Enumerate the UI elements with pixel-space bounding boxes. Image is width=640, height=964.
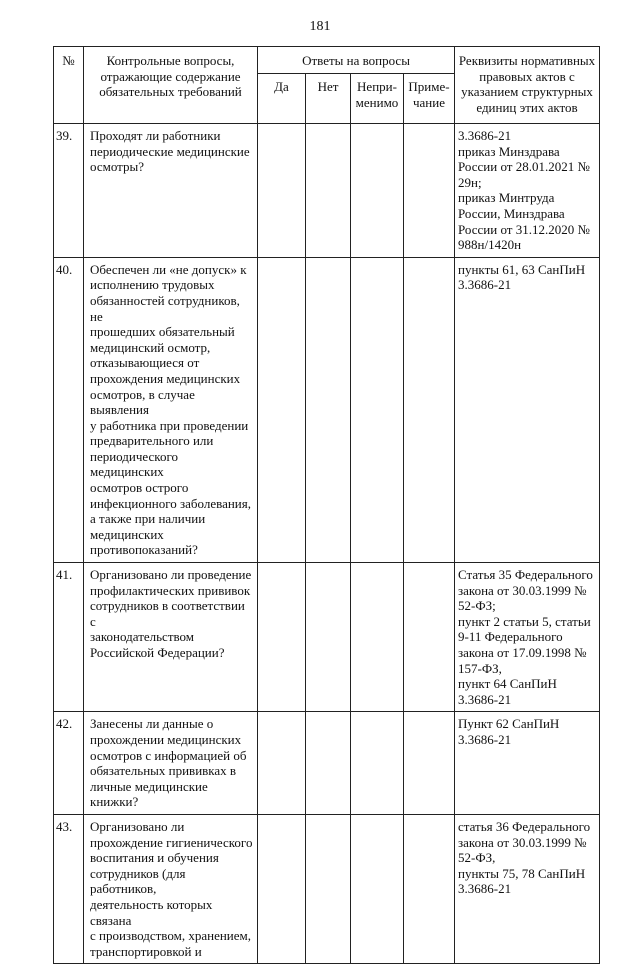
- answer-not-applicable-cell[interactable]: [351, 124, 404, 258]
- reference-text: пункты 61, 63 СанПиН 3.3686-21: [455, 257, 600, 562]
- answer-no-cell[interactable]: [306, 124, 351, 258]
- question-text: Проходят ли работники периодические медицинские осмотры?: [84, 124, 258, 258]
- row-number: 43.: [54, 814, 84, 963]
- table-row: [54, 563, 600, 712]
- row-number: 39.: [54, 124, 84, 258]
- reference-text: Пункт 62 СанПиН 3.3686-21: [455, 712, 600, 815]
- note-cell[interactable]: [404, 124, 455, 258]
- answer-yes-cell[interactable]: [258, 124, 306, 258]
- answer-not-applicable-cell[interactable]: [351, 814, 404, 963]
- header-no: Нет: [306, 74, 351, 124]
- table-row: [54, 257, 600, 562]
- answer-yes-cell[interactable]: [258, 563, 306, 712]
- answer-no-cell[interactable]: [306, 563, 351, 712]
- header-yes: Да: [258, 74, 306, 124]
- page-number: 181: [309, 19, 331, 34]
- answer-yes-cell[interactable]: [258, 257, 306, 562]
- header-num: №: [54, 47, 84, 124]
- row-number: 42.: [54, 712, 84, 815]
- reference-text: статья 36 Федерального закона от 30.03.1999 № 52-ФЗ, пункты 75, 78 СанПиН 3.3686-21: [455, 814, 600, 963]
- row-number: 41.: [54, 563, 84, 712]
- note-cell[interactable]: [404, 712, 455, 815]
- header-not-applicable: Непри- менимо: [351, 74, 404, 124]
- answer-not-applicable-cell[interactable]: [351, 563, 404, 712]
- answer-no-cell[interactable]: [306, 814, 351, 963]
- header-note: Приме- чание: [404, 74, 455, 124]
- reference-text: 3.3686-21 приказ Минздрава России от 28.01.2021 № 29н; приказ Минтруда России, Минздрава России от 31.12.2020 № 988н/1420н: [455, 124, 600, 258]
- answer-no-cell[interactable]: [306, 257, 351, 562]
- question-text: Организовано ли прохождение гигиенического воспитания и обучения сотрудников (для работников, деятельность которых связана с производством, хранением, транспортировкой и: [84, 814, 258, 963]
- answer-yes-cell[interactable]: [258, 814, 306, 963]
- answer-not-applicable-cell[interactable]: [351, 257, 404, 562]
- table-row: [54, 712, 600, 815]
- header-answers: Ответы на вопросы: [258, 47, 455, 74]
- header-questions: Контрольные вопросы, отражающие содержание обязательных требований: [84, 47, 258, 124]
- note-cell[interactable]: [404, 563, 455, 712]
- reference-text: Статья 35 Федерального закона от 30.03.1999 № 52-ФЗ; пункт 2 статьи 5, статьи 9-11 Федерального закона от 17.09.1998 № 157-ФЗ, пункт 64 СанПиН 3.3686-21: [455, 563, 600, 712]
- row-number: 40.: [54, 257, 84, 562]
- question-text: Занесены ли данные о прохождении медицинских осмотров с информацией об обязательных прививках в личные медицинские книжки?: [84, 712, 258, 815]
- checklist-table: [53, 46, 600, 964]
- table-row: [54, 814, 600, 963]
- answer-yes-cell[interactable]: [258, 712, 306, 815]
- table-row: [54, 124, 600, 258]
- note-cell[interactable]: [404, 814, 455, 963]
- answer-no-cell[interactable]: [306, 712, 351, 815]
- question-text: Организовано ли проведение профилактических прививок сотрудников в соответствии с законодательством Российской Федерации?: [84, 563, 258, 712]
- note-cell[interactable]: [404, 257, 455, 562]
- question-text: Обеспечен ли «не допуск» к исполнению трудовых обязанностей сотрудников, не прошедших обязательный медицинский осмотр, отказывающиеся от прохождения медицинских осмотров, в случае выявления у работника при проведении предварительного или периодического медицинских осмотров острого инфекционного заболевания, а также при наличии медицинских противопоказаний?: [84, 257, 258, 562]
- answer-not-applicable-cell[interactable]: [351, 712, 404, 815]
- header-requisites: Реквизиты нормативных правовых актов с указанием структурных единиц этих актов: [455, 47, 600, 124]
